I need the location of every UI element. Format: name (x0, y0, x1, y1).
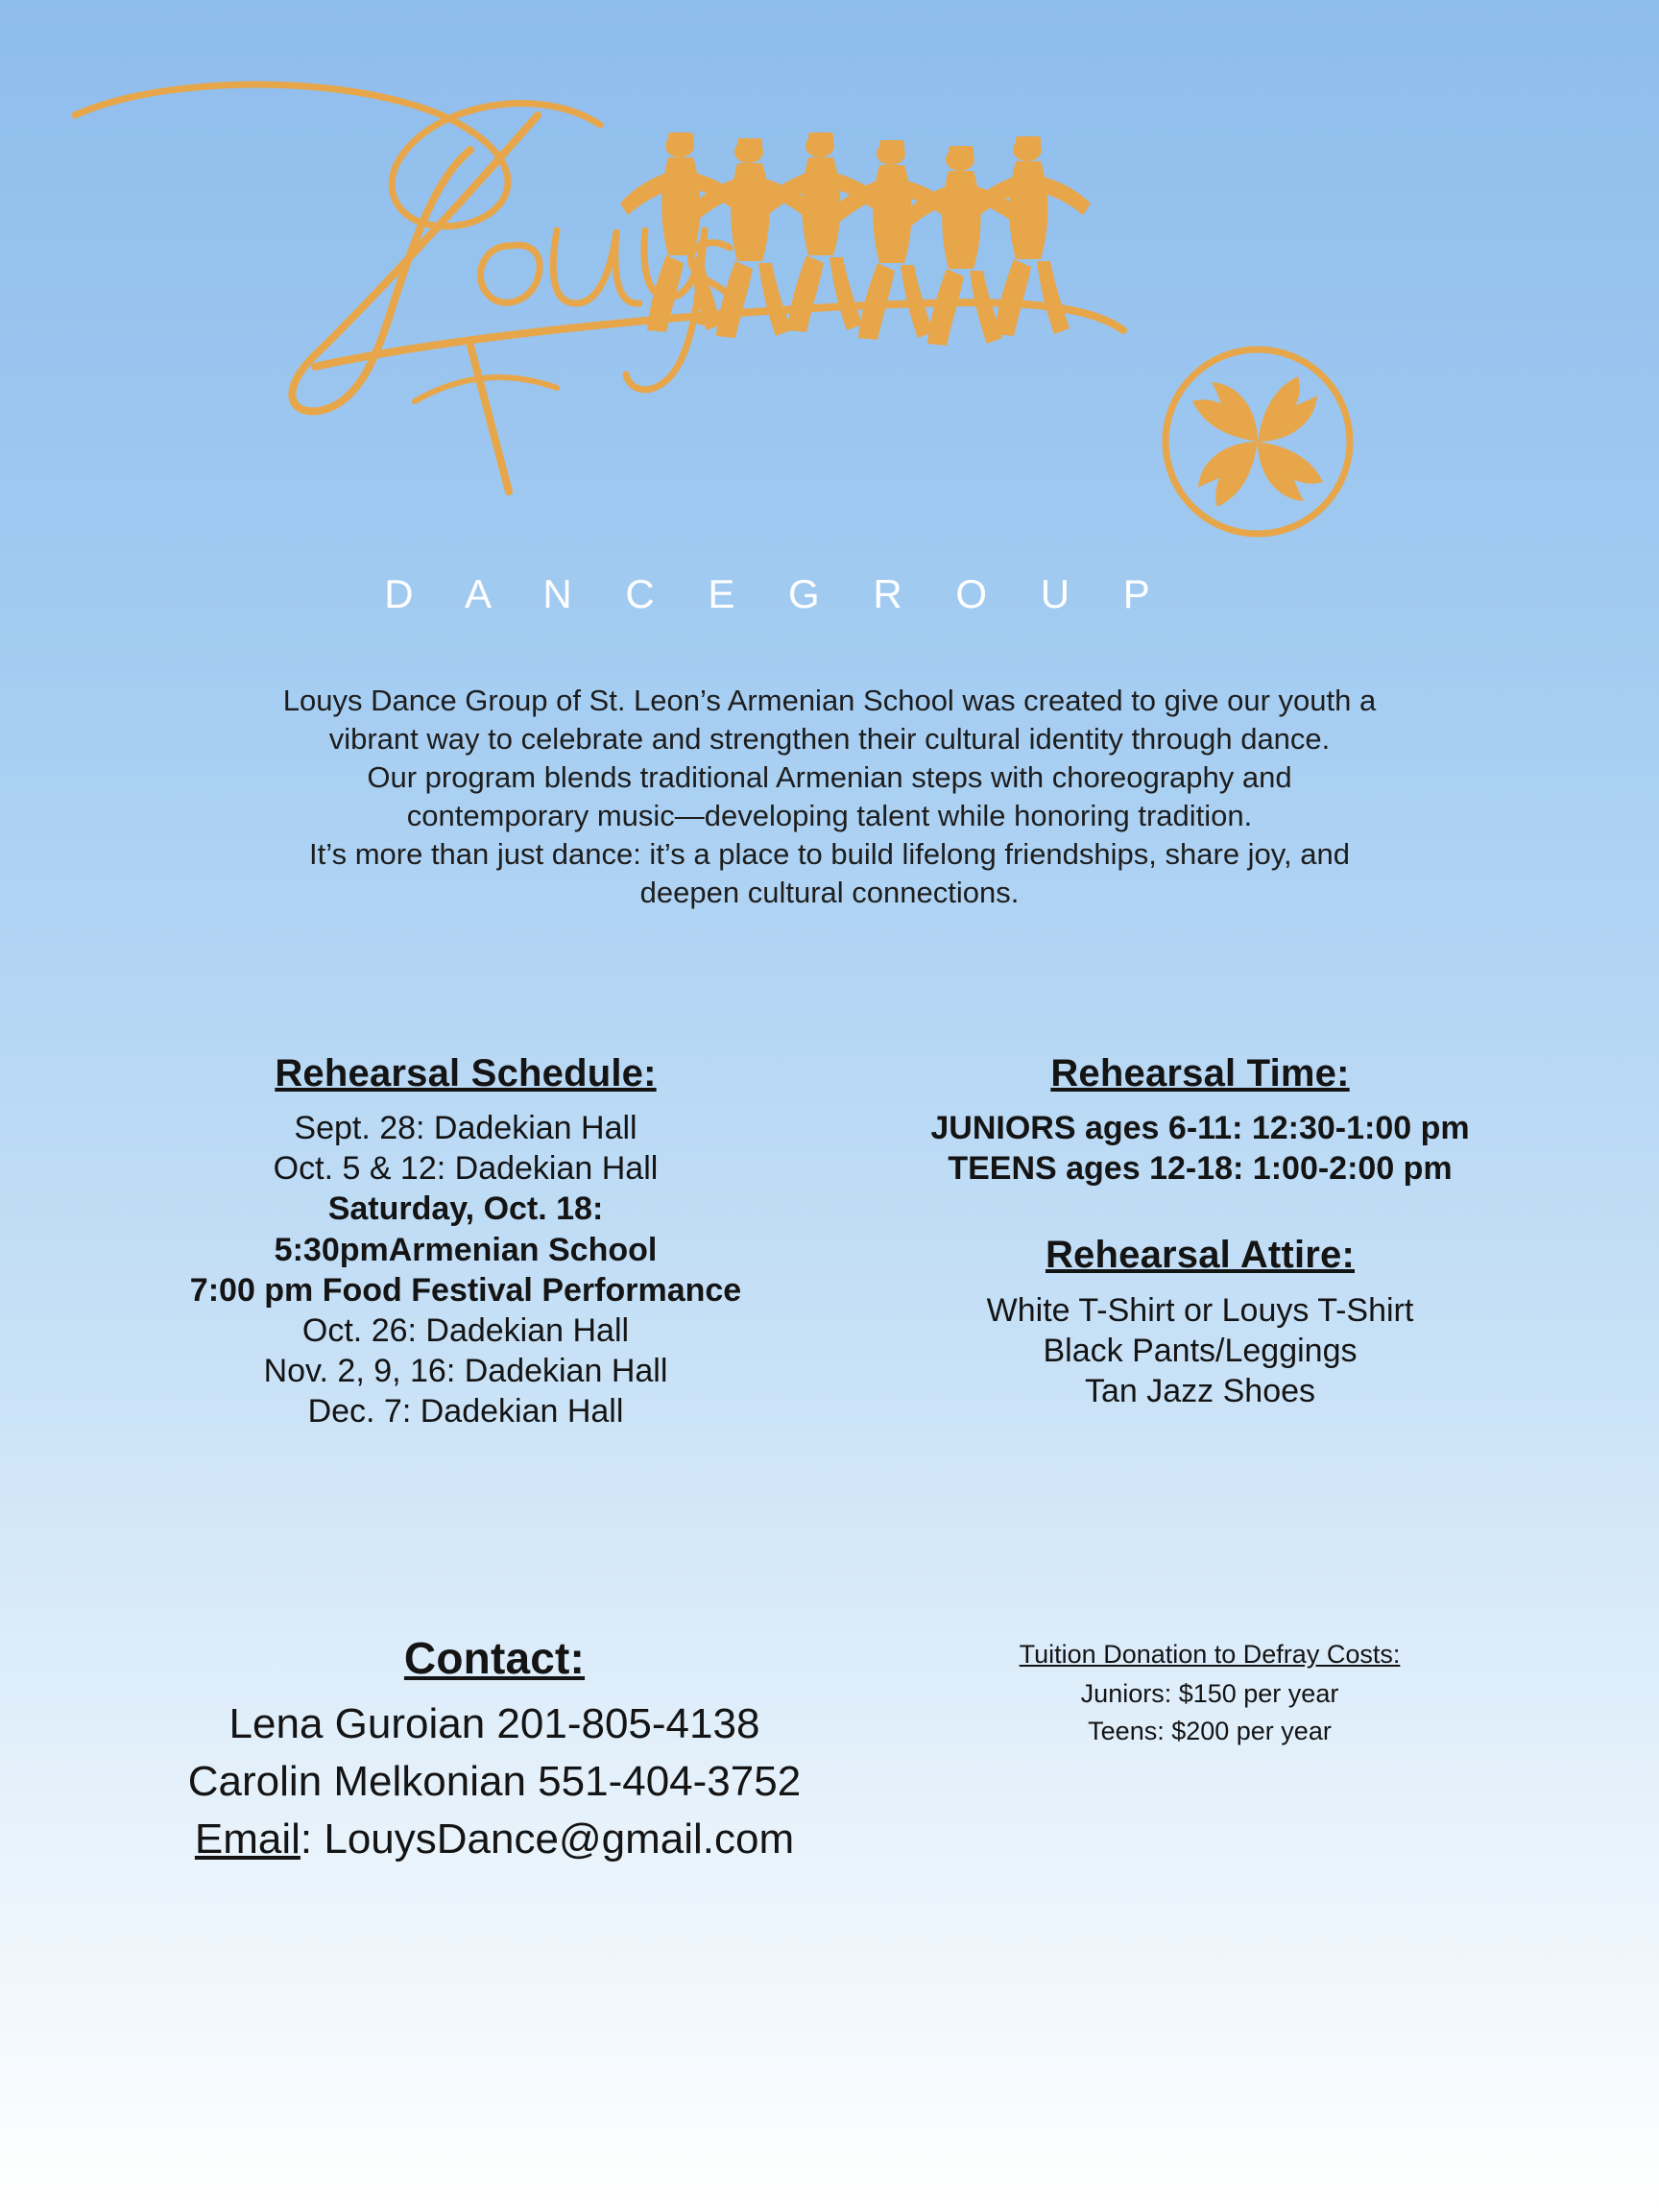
schedule-item: Oct. 26: Dadekian Hall (301, 1311, 630, 1349)
intro-line-3: Our program blends traditional Armenian steps with choreography and (367, 759, 1292, 794)
tuition-section (922, 1637, 1498, 1749)
email-label: Email (194, 1815, 301, 1863)
schedule-item: 5:30pmArmenian School (274, 1231, 658, 1268)
intro-line-4: contemporary music—developing talent while honoring tradition. (406, 798, 1253, 832)
dance-group-subtitle: D A N C E G R O U P (384, 571, 1171, 616)
contact-person-1: Lena Guroian 201-805-4138 (228, 1700, 760, 1747)
rehearsal-schedule-heading: Rehearsal Schedule: (275, 1052, 657, 1094)
attire-item: Black Pants/Leggings (1043, 1332, 1358, 1369)
time-item: TEENS ages 12-18: 1:00-2:00 pm (948, 1150, 1453, 1188)
contact-email-line[interactable] (67, 1811, 922, 1868)
schedule-item: Oct. 5 & 12: Dadekian Hall (273, 1150, 659, 1188)
tuition-juniors: Juniors: $150 per year (1080, 1679, 1339, 1709)
logo-area (0, 38, 1659, 634)
intro-paragraph (0, 682, 1659, 912)
schedule-item: 7:00 pm Food Festival Performance (189, 1271, 742, 1309)
schedule-item: Nov. 2, 9, 16: Dadekian Hall (263, 1352, 668, 1389)
schedule-item: Dec. 7: Dadekian Hall (307, 1392, 624, 1430)
contact-heading: Contact: (403, 1633, 586, 1683)
louys-logo-icon (58, 58, 1498, 595)
rehearsal-schedule-section (120, 1051, 811, 1431)
intro-line-6: deepen cultural connections. (639, 875, 1020, 909)
tuition-heading: Tuition Donation to Defray Costs: (1019, 1640, 1401, 1669)
time-item: JUNIORS ages 6-11: 12:30-1:00 pm (930, 1110, 1470, 1147)
contact-section (67, 1632, 922, 1868)
rehearsal-time-heading: Rehearsal Time: (1050, 1052, 1350, 1094)
intro-line-2: vibrant way to celebrate and strengthen their cultural identity through dance. (328, 721, 1331, 756)
schedule-item: Saturday, Oct. 18: (327, 1190, 604, 1228)
attire-item: Tan Jazz Shoes (1084, 1372, 1316, 1409)
email-address: : LouysDance@gmail.com (300, 1815, 795, 1863)
rehearsal-time-section (845, 1051, 1555, 1411)
intro-line-1: Louys Dance Group of St. Leon’s Armenian School was created to give our youth a (282, 684, 1377, 717)
eternity-symbol-icon (1166, 349, 1350, 534)
contact-person-2: Carolin Melkonian 551-404-3752 (187, 1758, 802, 1806)
rehearsal-attire-heading: Rehearsal Attire: (1045, 1234, 1356, 1277)
attire-item: White T-Shirt or Louys T-Shirt (986, 1291, 1414, 1329)
tuition-teens: Teens: $200 per year (1088, 1716, 1332, 1745)
schedule-item: Sept. 28: Dadekian Hall (294, 1110, 637, 1147)
intro-line-5: It’s more than just dance: it’s a place to build lifelong friendships, share joy, and (309, 836, 1350, 871)
section-spacer (845, 1189, 1555, 1233)
